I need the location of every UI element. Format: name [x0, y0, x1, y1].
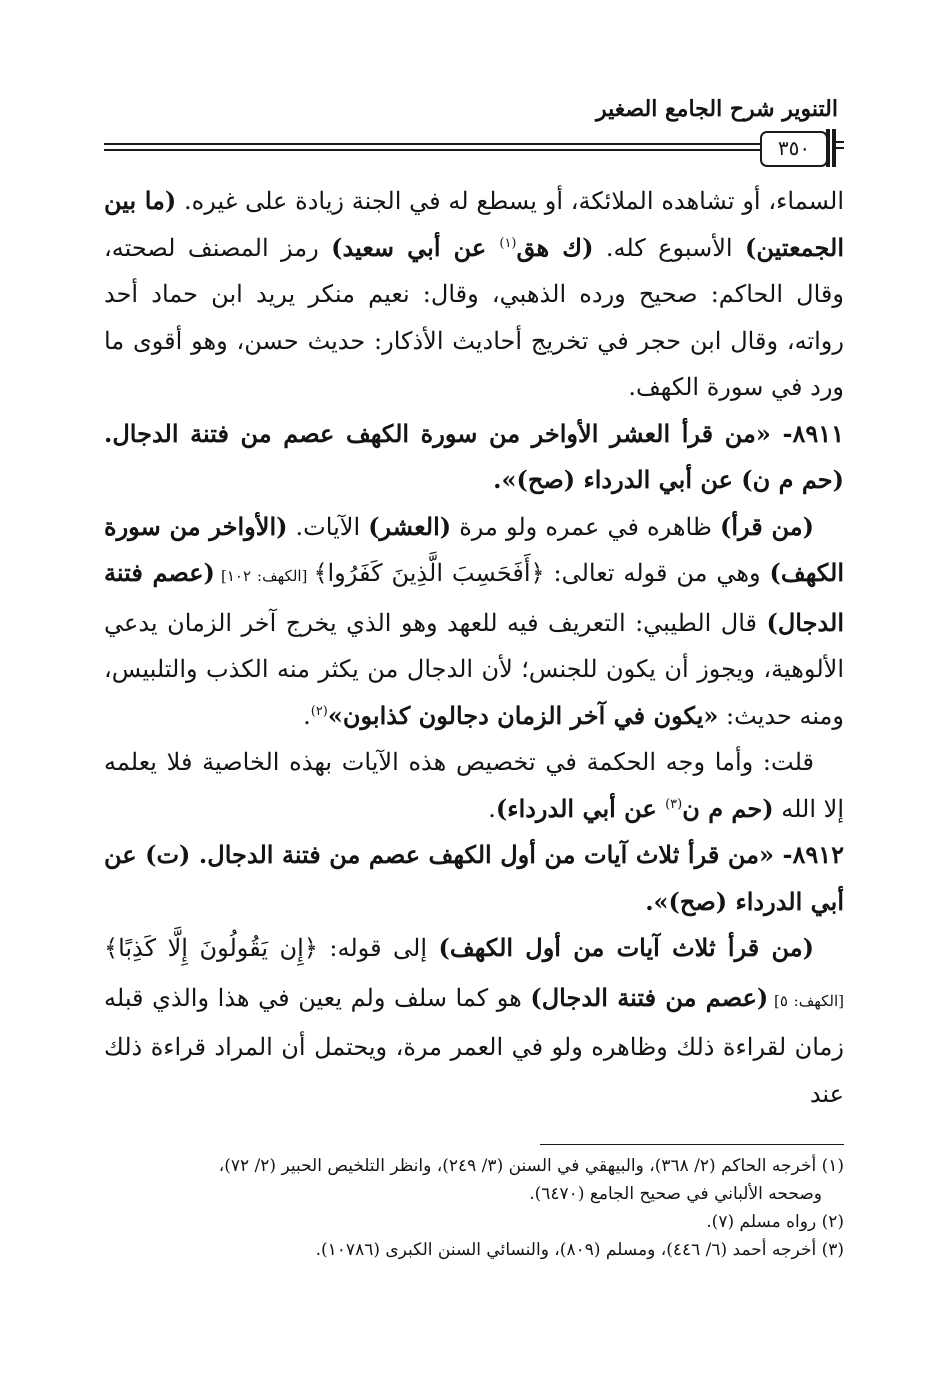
hadith-text: «من قرأ العشر الأواخر من سورة الكهف عصم من فتنة الدجال. (حم م ن) عن أبي الدرداء (صح)». [104, 418, 844, 494]
text: . [303, 701, 311, 730]
bold-term: (الأواخر من سورة الكهف) [104, 511, 845, 587]
bold-term: (ما بين الجمعتين) [104, 186, 845, 262]
footnote-3: (٣) أخرجه أحمد (٦/ ٤٤٦)، ومسلم (٨٠٩)، والنسائي السنن الكبرى (١٠٧٨٦). [315, 1240, 844, 1260]
text: وهي من قوله تعالى: [544, 559, 770, 587]
page-title: التنوير شرح الجامع الصغير [596, 96, 838, 122]
footnote-1: (١) أخرجه الحاكم (٢/ ٣٦٨)، والبيهقي في السنن (٣/ ٢٤٩)، وانظر التلخيص الحبير (٢/ ٧٢)، [218, 1156, 844, 1176]
paragraph-1 [104, 178, 844, 411]
text: إلى قوله: [317, 934, 439, 962]
main-text [104, 178, 844, 1117]
text: قال الطيبي: التعريف فيه للعهد وهو الذي يخرج آخر الزمان يدعي الألوهية، ويجوز أن يكون للجنس؛ لأن الدجال من يكثر منه الكذب والتلبيس، ومنه حديث: [104, 608, 844, 730]
paragraph-4 [104, 925, 844, 1117]
bold-source: (حم م ن [682, 793, 774, 823]
bold-source: عن أبي الدرداء) [495, 793, 666, 823]
bold-term: (من قرأ ثلاث آيات من أول الكهف) [438, 933, 814, 962]
text: الآيات. [287, 512, 369, 541]
bold-term: (من قرأ) [719, 511, 814, 541]
header-rule-top [104, 143, 820, 145]
text: الأسبوع كله. [593, 233, 745, 262]
hadith-8911 [104, 411, 844, 504]
quran-verse: ﴿أَفَحَسِبَ الَّذِينَ كَفَرُوا﴾ [313, 559, 545, 587]
verse-reference: [الكهف: ٥] [768, 991, 845, 1010]
bold-term: (عصم من فتنة الدجال) [530, 982, 769, 1012]
page-number-bar-right [832, 129, 836, 167]
text: قلت: وأما وجه الحكمة في تخصيص هذه الآيات بهذه الخاصية فلا يعلمه إلا الله [104, 748, 844, 823]
text: رمز المصنف لصحته، وقال الحاكم: صحيح ورده الذهبي، وقال: نعيم منكر يريد ابن حماد أحد رواته، وقال ابن حجر في تخريج أحاديث الأذكار: حديث حسن، وهو أقوى ما ورد في سورة الكهف. [104, 233, 844, 401]
bold-source: عن أبي سعيد) [331, 232, 500, 262]
hadith-8912 [104, 832, 844, 925]
text: السماء، أو تشاهده الملائكة، أو يسطع له في الجنة زيادة على غيره. [176, 187, 845, 215]
footnote-1-continued: وصححه الألباني في صحيح الجامع (٦٤٧٠). [529, 1184, 822, 1204]
footnote-marker-3[interactable]: (٣) [665, 796, 683, 812]
footnote-marker-2[interactable]: (٢) [310, 703, 328, 719]
footnote-marker-1[interactable]: (١) [499, 235, 517, 251]
footnote-2: (٢) رواه مسلم (٧). [706, 1212, 844, 1232]
hadith-number: ٨٩١٢- [773, 840, 844, 869]
footnote-separator [540, 1144, 844, 1145]
text: . [488, 794, 496, 823]
bold-source: (ك هق [516, 232, 594, 262]
header-rule-bottom [104, 149, 820, 151]
bold-term: (عصم فتنة الدجال) [104, 558, 844, 637]
bold-term: (العشر) [368, 511, 452, 541]
hadith-number: ٨٩١١- [770, 418, 844, 448]
text: ظاهره في عمره ولو مرة [451, 512, 720, 541]
footnotes [104, 1152, 844, 1264]
bold-quote: «يكون في آخر الزمان دجالون كذابون» [327, 700, 719, 730]
quran-verse: ﴿إِن يَقُولُونَ إِلَّا كَذِبًا﴾ [104, 934, 318, 962]
verse-reference: [الكهف: ١٠٢] [214, 567, 314, 585]
paragraph-3 [104, 739, 844, 832]
paragraph-2 [104, 504, 844, 740]
page-number: ٣٥٠ [760, 131, 828, 167]
text: هو كما سلف ولم يعين في هذا والذي قبله زمان لقراءة ذلك وظاهره ولو في العمر مرة، ويحتمل أن المراد قراءة ذلك عند [104, 983, 844, 1108]
hadith-text: «من قرأ ثلاث آيات من أول الكهف عصم من فتنة الدجال. (ت) عن أبي الدرداء (صح)». [104, 840, 844, 916]
